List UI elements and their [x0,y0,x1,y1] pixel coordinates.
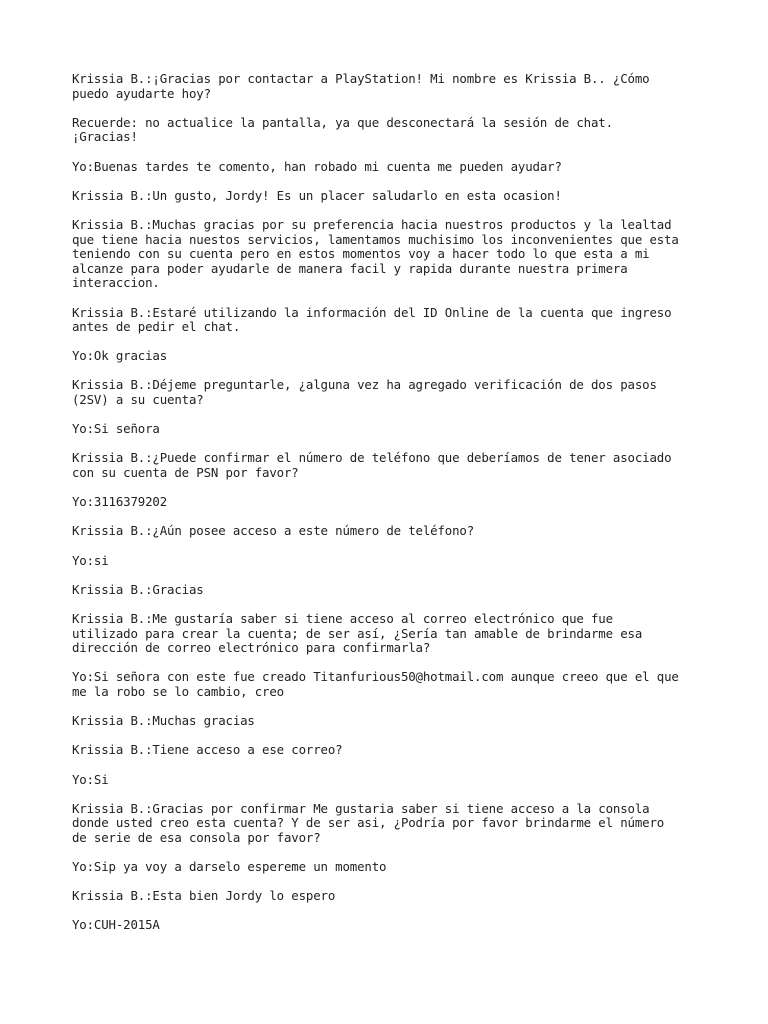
chat-message-agent: Krissia B.:Gracias por confirmar Me gustaria saber si tiene acceso a la consola donde usted creo esta cuenta? Y de ser asi, ¿Podría por favor brindarme el número de serie de esa consola por favor? [72,800,665,845]
chat-message-agent: Krissia B.:Muchas gracias por su preferencia hacia nuestros productos y la lealtad que tiene hacia nuestos servicios, lamentamos muchisimo los inconvenientes que esta teniendo con su cuenta pero en estos momentos voy a hacer todo lo que esta a mi alcanze para poder ayudarle de manera facil y rapida durante nuestra primera interaccion. [72,216,679,291]
chat-transcript-page [72,72,712,948]
chat-message-agent: Krissia B.:Tiene acceso a ese correo? [72,742,343,758]
chat-message-agent: Krissia B.:Un gusto, Jordy! Es un placer saludarlo en esta ocasion! [72,187,562,203]
chat-message-agent: Krissia B.:¿Puede confirmar el número de teléfono que deberíamos de tener asociado con su cuenta de PSN por favor? [72,450,672,481]
chat-message-user: Yo:3116379202 [72,494,168,510]
chat-message-agent: Krissia B.:Gracias [72,581,204,597]
chat-message-user: Yo:Buenas tardes te comento, han robado mi cuenta me pueden ayudar? [72,158,562,174]
chat-notice-refresh: Recuerde: no actualice la pantalla, ya que desconectará la sesión de chat. ¡Gracias! [72,114,613,145]
chat-message-agent: Krissia B.:Déjeme preguntarle, ¿alguna vez ha agregado verificación de dos pasos (2SV) a su cuenta? [72,377,657,408]
chat-message-greeting: Krissia B.:¡Gracias por contactar a PlayStation! Mi nombre es Krissia B.. ¿Cómo puedo ayudarte hoy? [72,71,650,101]
chat-message-user: Yo:CUH-2015A [72,917,160,933]
chat-message-agent: Krissia B.:¿Aún posee acceso a este número de teléfono? [72,523,475,539]
chat-message-user: Yo:Si [72,771,109,787]
chat-message-agent: Krissia B.:Muchas gracias [72,713,255,729]
chat-message-agent: Krissia B.:Me gustaría saber si tiene acceso al correo electrónico que fue utilizado para crear la cuenta; de ser así, ¿Sería tan amable de brindarme esa dirección de correo electrónico para confirmarla? [72,610,643,656]
chat-message-user: Yo:si [72,552,109,568]
chat-message-agent: Krissia B.:Estaré utilizando la información del ID Online de la cuenta que ingreso antes de pedir el chat. [72,304,672,335]
chat-message-user: Yo:Si señora con este fue creado Titanfurious50@hotmail.com aunque creeo que el que me la robo se lo cambio, creo [72,669,679,699]
chat-message-user: Yo:Ok gracias [72,348,168,364]
chat-message-agent: Krissia B.:Esta bien Jordy lo espero [72,888,336,904]
chat-message-user: Yo:Sip ya voy a darselo espereme un momento [72,859,387,875]
chat-message-user: Yo:Si señora [72,421,160,437]
